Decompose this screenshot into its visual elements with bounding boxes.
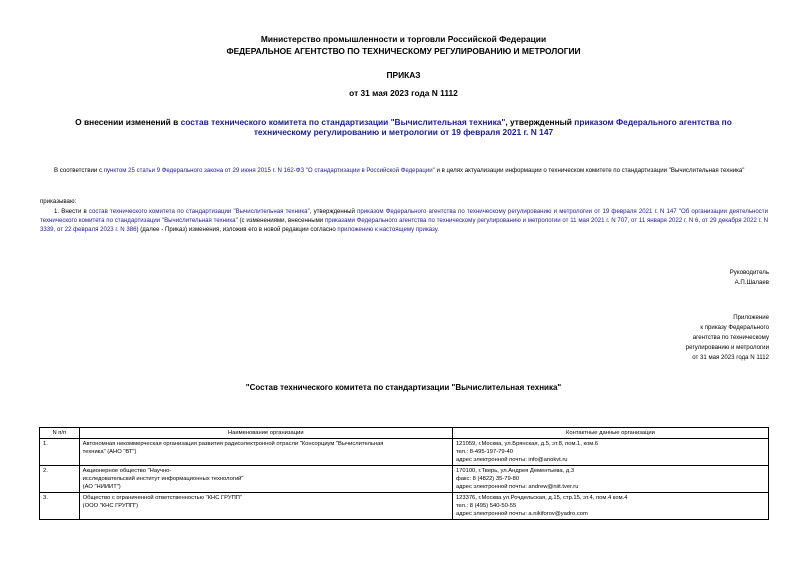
row-number: 1.	[40, 439, 80, 466]
appendix-line-2: к приказу Федерального	[700, 324, 769, 331]
contact-line: адрес электронной почты: info@anokvt.ru	[455, 457, 568, 463]
table-header-row	[40, 428, 769, 439]
org-line: Акционерное общество "Научно-	[82, 468, 172, 474]
row-contacts	[452, 439, 768, 466]
subject-link-order[interactable]: приказом Федерального агентства по техническому регулированию и метрологии от 19 февраля 2021 г. N 147	[253, 117, 732, 137]
contact-line: тел.: 8 (495) 540-50-55	[455, 503, 517, 509]
appendix-block	[629, 313, 769, 363]
contact-line: 123376, г.Москва ул.Рочдельская, д.15, стр.15, эт.4, пом.4 ком.4	[455, 495, 628, 501]
appendix-line-1: Приложение	[733, 314, 769, 321]
table-row	[40, 466, 769, 493]
header-organization: Наименование организации	[79, 428, 452, 439]
contact-line: 170100, г.Тверь, ул.Андрея Дементьева, д.3	[455, 468, 575, 474]
order-subject	[60, 117, 747, 137]
table-row	[40, 493, 769, 520]
subject-middle: , утвержденный	[505, 117, 575, 127]
row-organization	[79, 439, 452, 466]
org-line: Автономная некоммерческая организация развития радиоэлектронной отрасли "Консорциум "Вычислительная	[82, 441, 384, 447]
contact-line: тел.: 8-495-197-79-40	[455, 449, 513, 455]
paragraph-basis	[40, 166, 768, 175]
signature-block	[730, 268, 769, 288]
org-line: (АО "НИИИТ")	[82, 484, 121, 490]
p3-link-composition[interactable]: состав технического комитета по стандартизации "Вычислительная техника"	[88, 208, 310, 215]
subject-link-composition[interactable]: состав технического комитета по стандартизации "Вычислительная техника"	[180, 117, 506, 127]
contact-line: 121059, г.Москва, ул.Брянская, д.5, эт.8, пом.1, ком.6	[455, 441, 599, 447]
agency-name: ФЕДЕРАЛЬНОЕ АГЕНТСТВО ПО ТЕХНИЧЕСКОМУ РЕГУЛИРОВАНИЮ И МЕТРОЛОГИИ	[226, 46, 581, 56]
row-organization	[79, 466, 452, 493]
composition-table	[39, 427, 769, 520]
order-heading: ПРИКАЗ	[386, 70, 421, 80]
org-line: (ООО "КНС ГРУПП")	[82, 503, 139, 509]
table-row	[40, 439, 769, 466]
p3-link-order[interactable]: приказом Федерального агентства по техническому регулированию и метрологии от 19 февраля 2021 г. N 147 "Об организации деятельности технического комитета по стандартизации "Вычислительная техника"	[40, 208, 768, 224]
p3-text-a: 1. Внести в	[54, 208, 89, 215]
header-number: N п/п	[40, 428, 80, 439]
subject-prefix: О внесении изменений в	[75, 117, 181, 127]
p1-text-a: В соответствии с	[54, 167, 104, 174]
contact-line: адрес электронной почты: a.nikiforov@yadro.com	[455, 511, 588, 517]
contact-line: факс: 8 (4822) 35-79-80	[455, 476, 520, 482]
org-line: исследовательский институт информационных технологий"	[82, 476, 244, 482]
appendix-line-4: регулированию и метрологии	[685, 344, 769, 351]
row-contacts	[452, 466, 768, 493]
p3-link-amendments[interactable]: приказами Федерального агентства по техническому регулированию и метрологии от 11 мая 2021 г. N 707, от 11 января 2022 г. N 6, от 29 декабря 2022 г. N 3339, от 22 февраля 2023 г. N 386	[40, 217, 768, 233]
org-line: Общество с ограниченной ответственностью "КНС ГРУПП"	[82, 495, 242, 501]
row-contacts	[452, 493, 768, 520]
appendix-line-5: от 31 мая 2023 года N 1112	[692, 354, 769, 361]
contact-line: адрес электронной почты: andrew@niit.tver.ru	[455, 484, 579, 490]
row-number: 3.	[40, 493, 80, 520]
p3-text-b: , утвержденный	[309, 208, 358, 215]
signature-role: Руководитель	[729, 269, 769, 276]
header-contacts: Контактные данные организации	[452, 428, 768, 439]
ministry-name: Министерство промышленности и торговли Российской Федерации	[260, 34, 547, 44]
p1-text-b: и в целях актуализации информации о техническом комитете по стандартизации "Вычислительная техника"	[434, 167, 745, 174]
p3-text-d: ) (далее - Приказ) изменения, изложив его в новой редакции согласно	[136, 226, 338, 233]
paragraph-item-1	[40, 207, 768, 234]
p3-text-c: (с изменениями, внесенными	[237, 217, 325, 224]
row-organization	[79, 493, 452, 520]
appendix-line-3: агентства по техническому	[692, 334, 769, 341]
p3-text-e: .	[437, 226, 439, 233]
p1-link-law[interactable]: пунктом 25 статьи 9 Федерального закона от 29 июня 2015 г. N 162-ФЗ "О стандартизации в Российской Федерации"	[103, 167, 435, 174]
p3-link-appendix[interactable]: приложению к настоящему приказу	[337, 226, 438, 233]
signature-name: А.П.Шалаев	[734, 279, 769, 286]
row-number: 2.	[40, 466, 80, 493]
composition-title: "Состав технического комитета по стандартизации "Вычислительная техника"	[245, 383, 562, 392]
paragraph-order-word: приказываю:	[40, 198, 77, 205]
order-date: от 31 мая 2023 года N 1112	[349, 88, 458, 98]
org-line: техника" (АНО "ВТ")	[82, 449, 137, 455]
